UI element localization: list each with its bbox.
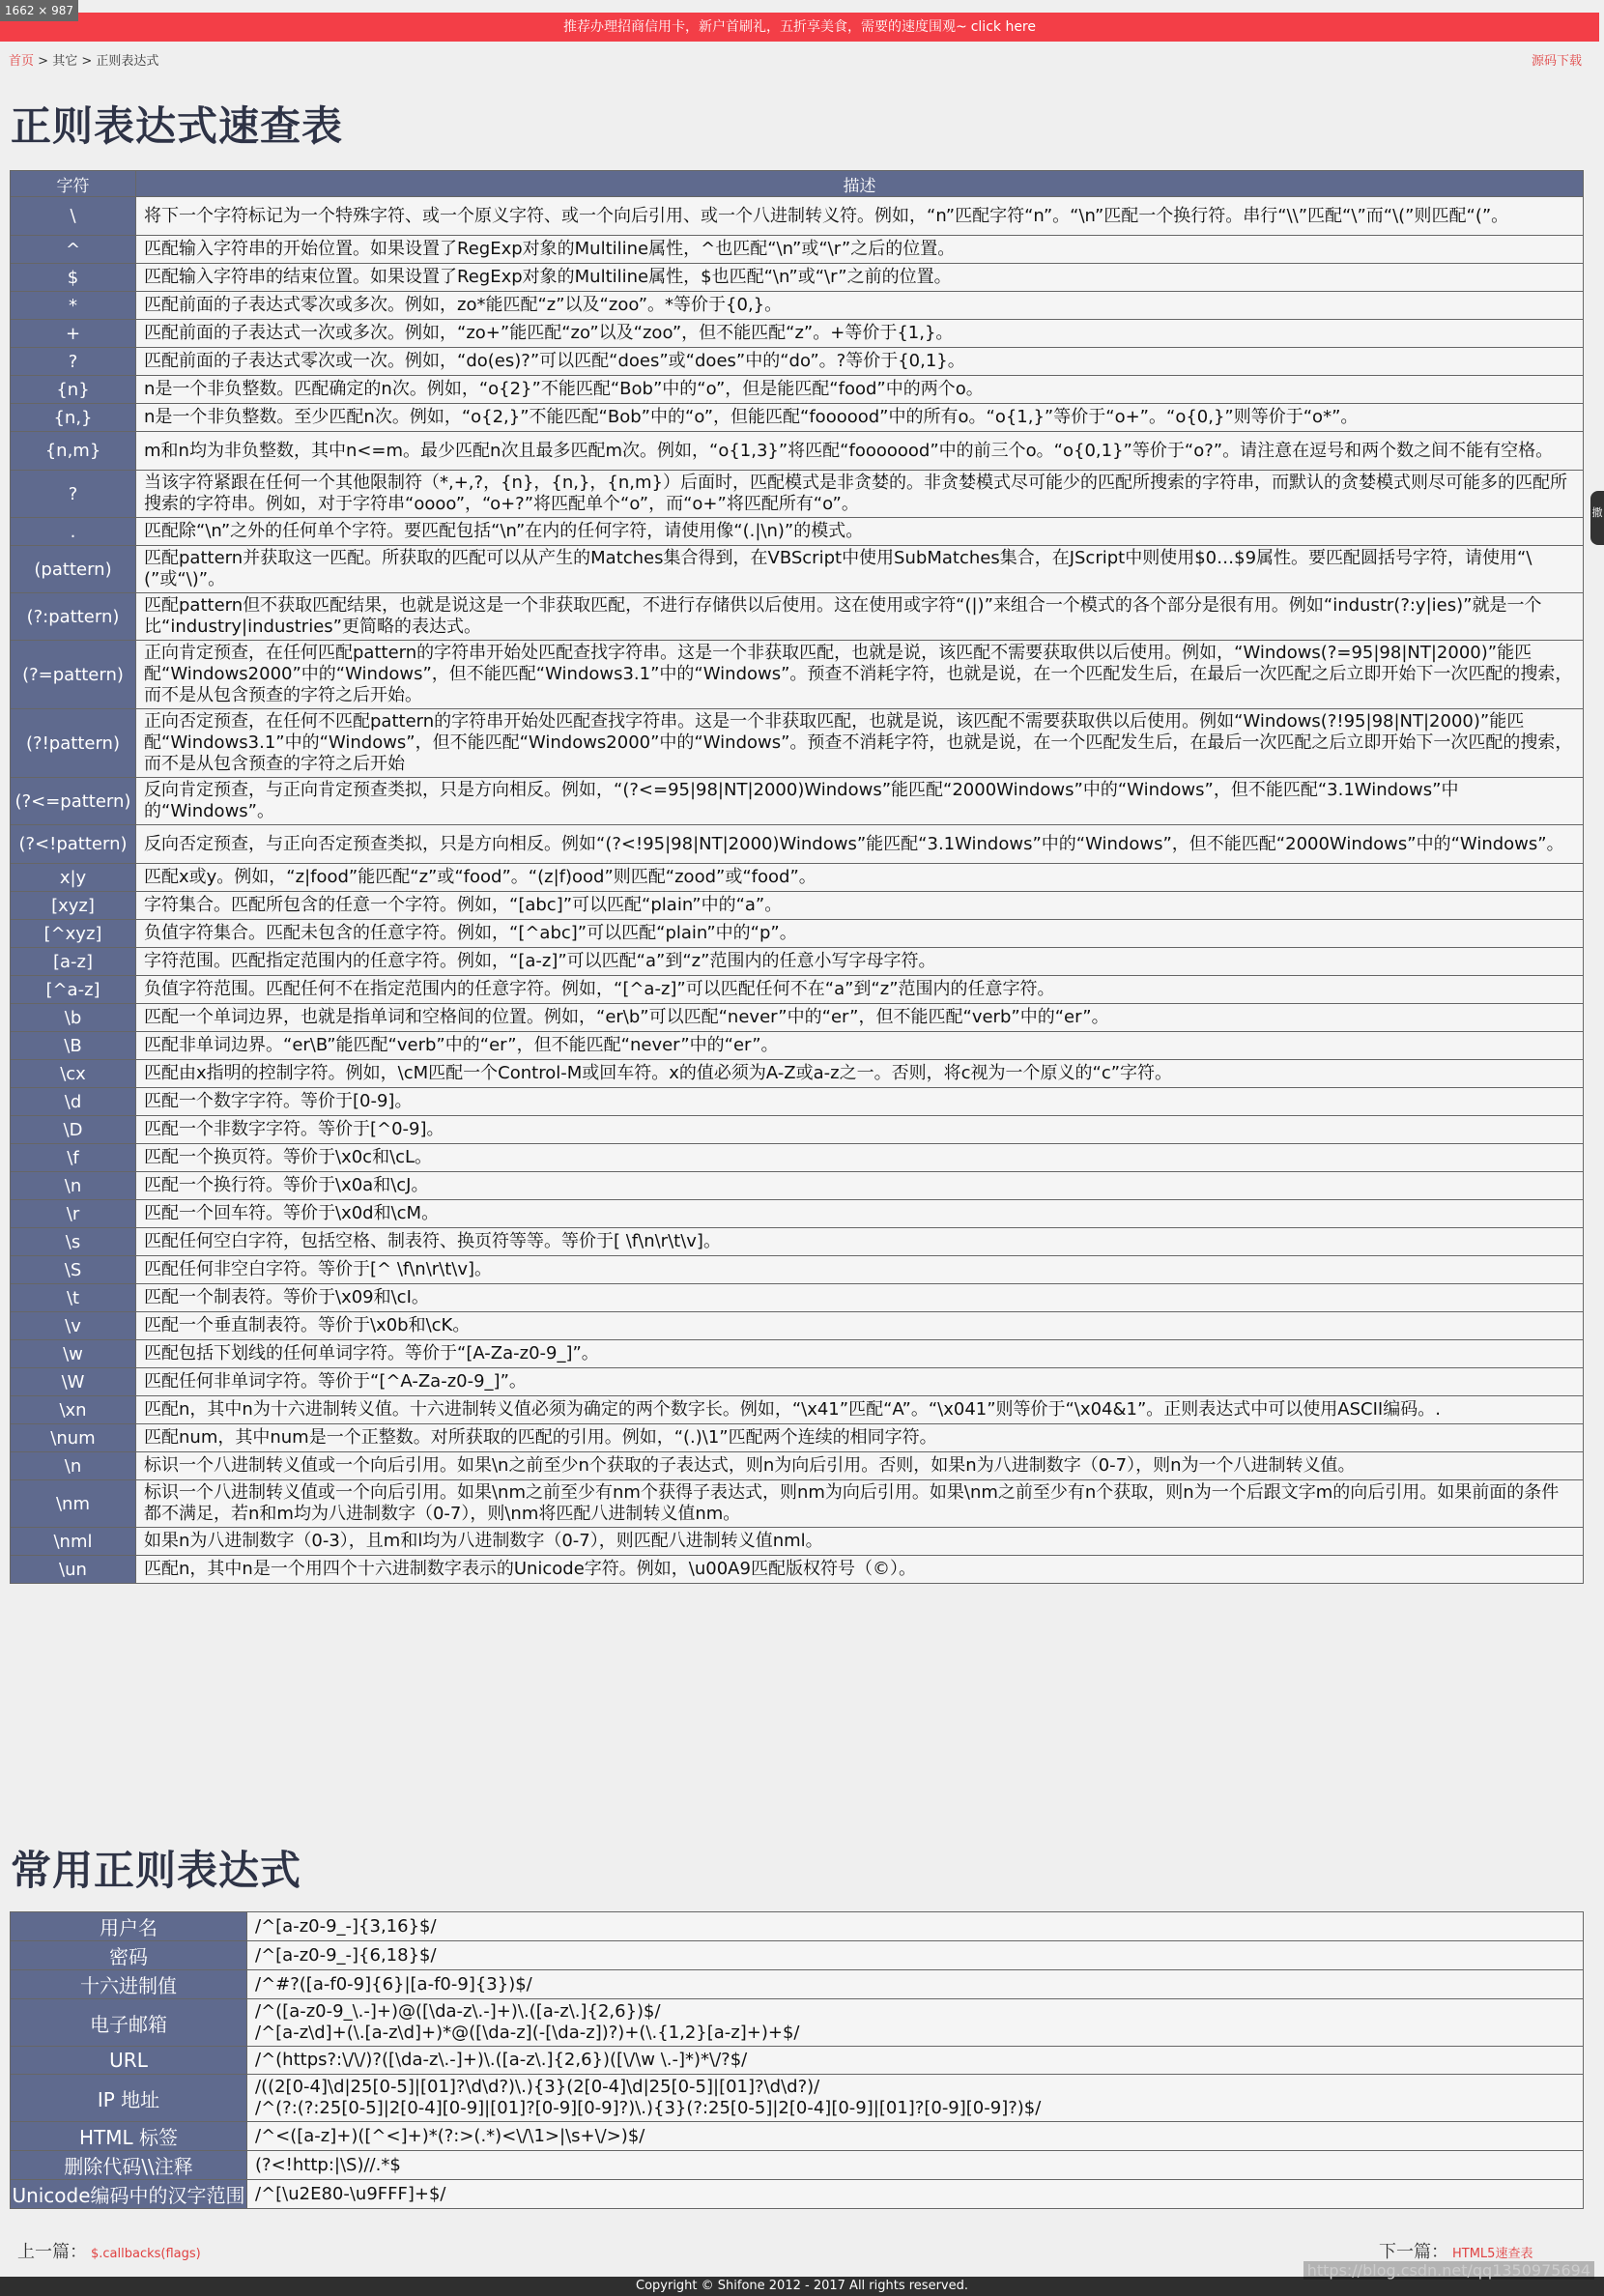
- regex-reference-table: [10, 170, 1584, 1584]
- table-row: [11, 593, 1584, 641]
- breadcrumb: [9, 50, 158, 69]
- row-description: 匹配除“\n”之外的任何单个字符。要匹配包括“\n”在内的任何字符，请使用像“(.|\n)”的模式。: [136, 518, 1584, 546]
- row-description: n是一个非负整数。至少匹配n次。例如，“o{2,}”不能匹配“Bob”中的“o”，但能匹配“foooood”中的所有o。“o{1,}”等价于“o+”。“o{0,}”则等价于“o*”。: [136, 404, 1584, 432]
- regex-pattern: /((2[0-4]\d|25[0-5]|[01]?\d\d?)\.){3}(2[0-4]\d|25[0-5]|[01]?\d\d?)/ /^(?:(?:25[0-5]|2[0-4][0-9]|[01]?[0-9][0-9]?)\.){3}(?:25[0-5]|2[0-4][0-9]|[01]?[0-9][0-9]?)$/: [247, 2075, 1584, 2122]
- row-description: 匹配包括下划线的任何单词字符。等价于“[A-Za-z0-9_]”。: [136, 1340, 1584, 1368]
- row-description: 匹配非单词边界。“er\B”能匹配“verb”中的“er”，但不能匹配“never”中的“er”。: [136, 1032, 1584, 1060]
- row-description: 正向否定预查，在任何不匹配pattern的字符串开始处匹配查找字符串。这是一个非获取匹配，也就是说，该匹配不需要获取供以后使用。例如“Windows(?!95|98|NT|2000)”能匹配“Windows3.1”中的“Windows”，但不能匹配“Windows2000”中的“Windows”。预查不消耗字符，也就是说，在一个匹配发生后，在最后一次匹配之后立即开始下一次匹配的搜索，而不是从包含预查的字符之后开始: [136, 709, 1584, 778]
- row-description: 匹配一个换页符。等价于\x0c和\cL。: [136, 1144, 1584, 1172]
- table-row: [11, 892, 1584, 920]
- row-description: 匹配num，其中num是一个正整数。对所获取的匹配的引用。例如，“(.)\1”匹配两个连续的相同字符。: [136, 1424, 1584, 1452]
- promo-link[interactable]: click here: [970, 19, 1036, 35]
- next-label: 下一篇：: [1379, 2242, 1448, 2262]
- regex-name: 密码: [11, 1941, 247, 1970]
- row-char: \d: [11, 1088, 136, 1116]
- row-char: \v: [11, 1312, 136, 1340]
- regex-name: HTML 标签: [11, 2122, 247, 2151]
- row-char: \nm: [11, 1480, 136, 1528]
- table-row: [11, 948, 1584, 976]
- row-description: 匹配n，其中n是一个用四个十六进制数字表示的Unicode字符。例如，\u00A9匹配版权符号（©）。: [136, 1556, 1584, 1584]
- row-description: m和n均为非负整数，其中n<=m。最少匹配n次且最多匹配m次。例如，“o{1,3}”将匹配“fooooood”中的前三个o。“o{0,1}”等价于“o?”。请注意在逗号和两个数之间不能有空格。: [136, 432, 1584, 471]
- row-description: 匹配n，其中n为十六进制转义值。十六进制转义值必须为确定的两个数字长。例如，“\x41”匹配“A”。“\x041”则等价于“\x04&1”。正则表达式中可以使用ASCII编码。.: [136, 1396, 1584, 1424]
- table-row: [11, 1144, 1584, 1172]
- breadcrumb-current: 正则表达式: [96, 54, 159, 69]
- regex-name: 用户名: [11, 1912, 247, 1941]
- row-char: {n,}: [11, 404, 136, 432]
- table-row: [11, 1941, 1584, 1970]
- table-row: [11, 1228, 1584, 1256]
- row-description: 匹配一个垂直制表符。等价于\x0b和\cK。: [136, 1312, 1584, 1340]
- row-char: {n}: [11, 376, 136, 404]
- row-char: +: [11, 320, 136, 348]
- row-char: \B: [11, 1032, 136, 1060]
- table-row: [11, 709, 1584, 778]
- row-description: 如果n为八进制数字（0-3），且m和l均为八进制数字（0-7），则匹配八进制转义值nml。: [136, 1528, 1584, 1556]
- footer: Copyright © Shifone 2012 - 2017 All rights reserved.: [0, 2277, 1604, 2296]
- breadcrumb-sep: >: [38, 54, 49, 69]
- row-char: ^: [11, 236, 136, 264]
- row-char: ?: [11, 348, 136, 376]
- row-char: (?<!pattern): [11, 825, 136, 864]
- row-description: 匹配输入字符串的结束位置。如果设置了RegExp对象的Multiline属性，$也匹配“\n”或“\r”之前的位置。: [136, 264, 1584, 292]
- row-description: 匹配pattern但不获取匹配结果，也就是说这是一个非获取匹配，不进行存储供以后使用。这在使用或字符“(|)”来组合一个模式的各个部分是很有用。例如“industr(?:y|ies)”就是一个比“industry|industries”更简略的表达式。: [136, 593, 1584, 641]
- table-row: [11, 432, 1584, 471]
- row-char: (?:pattern): [11, 593, 136, 641]
- row-char: \b: [11, 1004, 136, 1032]
- table-row: [11, 976, 1584, 1004]
- table-row: [11, 376, 1584, 404]
- row-description: 匹配前面的子表达式零次或多次。例如，zo*能匹配“z”以及“zoo”。*等价于{0,}。: [136, 292, 1584, 320]
- prev-article-link[interactable]: $.callbacks(flags): [91, 2247, 201, 2261]
- row-char: \w: [11, 1340, 136, 1368]
- row-char: \n: [11, 1172, 136, 1200]
- table-row: [11, 1480, 1584, 1528]
- table-row: [11, 1200, 1584, 1228]
- table-row: [11, 1340, 1584, 1368]
- row-description: 匹配任何非单词字符。等价于“[^A-Za-z0-9_]”。: [136, 1368, 1584, 1396]
- table-row: [11, 1528, 1584, 1556]
- row-description: 标识一个八进制转义值或一个向后引用。如果\nm之前至少有nm个获得子表达式，则nm为向后引用。如果\nm之前至少有n个获取，则n为一个后跟文字m的向后引用。如果前面的条件都不满足，若n和m均为八进制数字（0-7），则\nm将匹配八进制转义值nm。: [136, 1480, 1584, 1528]
- row-char: [a-z]: [11, 948, 136, 976]
- row-description: 将下一个字符标记为一个特殊字符、或一个原义字符、或一个向后引用、或一个八进制转义符。例如，“n”匹配字符“n”。“\n”匹配一个换行符。串行“\\”匹配“\”而“\(”则匹配“(”。: [136, 197, 1584, 236]
- page-title: 正则表达式速查表: [11, 102, 344, 150]
- table-row: [11, 1556, 1584, 1584]
- regex-pattern: /^<([a-z]+)([^<]+)*(?:>(.*)<\/\1>|\s+\/>)$/: [247, 2122, 1584, 2151]
- watermark: https://blog.csdn.net/qq1350975694: [1303, 2261, 1594, 2280]
- table-row: [11, 1284, 1584, 1312]
- row-char: \num: [11, 1424, 136, 1452]
- row-description: 匹配pattern并获取这一匹配。所获取的匹配可以从产生的Matches集合得到，在VBScript中使用SubMatches集合，在JScript中则使用$0…$9属性。要匹配圆括号字符，请使用“\(”或“\)”。: [136, 546, 1584, 593]
- row-char: [^xyz]: [11, 920, 136, 948]
- row-description: 匹配一个非数字字符。等价于[^0-9]。: [136, 1116, 1584, 1144]
- column-header-desc: 描述: [136, 171, 1584, 197]
- table-header-row: [11, 171, 1584, 197]
- breadcrumb-home[interactable]: 首页: [9, 54, 35, 69]
- promo-text: 推荐办理招商信用卡，新户首刷礼，五折享美食，需要的速度围观~: [562, 19, 967, 35]
- prev-label: 上一篇：: [17, 2242, 87, 2262]
- regex-pattern: /^[\u2E80-\u9FFF]+$/: [247, 2180, 1584, 2209]
- row-description: 反向否定预查，与正向否定预查类拟，只是方向相反。例如“(?<!95|98|NT|2000)Windows”能匹配“3.1Windows”中的“Windows”，但不能匹配“2000Windows”中的“Windows”。: [136, 825, 1584, 864]
- regex-pattern: (?<!http:|\S)//.*$: [247, 2151, 1584, 2180]
- table-row: [11, 1452, 1584, 1480]
- row-description: 匹配任何非空白字符。等价于[^ \f\n\r\t\v]。: [136, 1256, 1584, 1284]
- table-row: [11, 1256, 1584, 1284]
- regex-pattern: /^[a-z0-9_-]{3,16}$/: [247, 1912, 1584, 1941]
- row-description: 匹配由x指明的控制字符。例如，\cM匹配一个Control-M或回车符。x的值必须为A-Z或a-z之一。否则，将c视为一个原义的“c”字符。: [136, 1060, 1584, 1088]
- row-char: [xyz]: [11, 892, 136, 920]
- row-description: 匹配前面的子表达式零次或一次。例如，“do(es)?”可以匹配“does”或“does”中的“do”。?等价于{0,1}。: [136, 348, 1584, 376]
- table-row: [11, 292, 1584, 320]
- row-description: n是一个非负整数。匹配确定的n次。例如，“o{2}”不能匹配“Bob”中的“o”，但是能匹配“food”中的两个o。: [136, 376, 1584, 404]
- table-row: [11, 1004, 1584, 1032]
- table-row: [11, 1368, 1584, 1396]
- row-description: 正向肯定预查，在任何匹配pattern的字符串开始处匹配查找字符串。这是一个非获取匹配，也就是说，该匹配不需要获取供以后使用。例如，“Windows(?=95|98|NT|2000)”能匹配“Windows2000”中的“Windows”，但不能匹配“Windows3.1”中的“Windows”。预查不消耗字符，也就是说，在一个匹配发生后，在最后一次匹配之后立即开始下一次匹配的搜索，而不是从包含预查的字符之后开始。: [136, 641, 1584, 709]
- table-row: [11, 348, 1584, 376]
- table-row: [11, 1088, 1584, 1116]
- table-row: [11, 404, 1584, 432]
- row-char: ?: [11, 471, 136, 518]
- row-char: (pattern): [11, 546, 136, 593]
- row-description: 匹配任何空白字符，包括空格、制表符、换页符等等。等价于[ \f\n\r\t\v]。: [136, 1228, 1584, 1256]
- row-char: \xn: [11, 1396, 136, 1424]
- row-description: 反向肯定预查，与正向肯定预查类拟，只是方向相反。例如，“(?<=95|98|NT|2000)Windows”能匹配“2000Windows”中的“Windows”，但不能匹配“3.1Windows”中的“Windows”。: [136, 778, 1584, 825]
- column-header-char: 字符: [11, 171, 136, 197]
- row-description: 匹配一个制表符。等价于\x09和\cI。: [136, 1284, 1584, 1312]
- row-char: \nml: [11, 1528, 136, 1556]
- regex-pattern: /^[a-z0-9_-]{6,18}$/: [247, 1941, 1584, 1970]
- row-char: *: [11, 292, 136, 320]
- row-char: \D: [11, 1116, 136, 1144]
- row-char: \S: [11, 1256, 136, 1284]
- regex-name: Unicode编码中的汉字范围: [11, 2180, 247, 2209]
- table-row: [11, 1424, 1584, 1452]
- next-article-link[interactable]: HTML5速查表: [1452, 2247, 1533, 2261]
- row-description: 字符集合。匹配所包含的任意一个字符。例如，“[abc]”可以匹配“plain”中的“a”。: [136, 892, 1584, 920]
- table-row: [11, 1172, 1584, 1200]
- promo-banner[interactable]: [0, 13, 1599, 42]
- row-char: (?!pattern): [11, 709, 136, 778]
- table-row: [11, 2180, 1584, 2209]
- prev-article[interactable]: [17, 2238, 201, 2263]
- table-row: [11, 2151, 1584, 2180]
- table-row: [11, 778, 1584, 825]
- section-title-common: 常用正则表达式: [11, 1847, 302, 1894]
- table-row: [11, 1032, 1584, 1060]
- regex-name: 删除代码\\注释: [11, 2151, 247, 2180]
- row-description: 标识一个八进制转义值或一个向后引用。如果\n之前至少n个获取的子表达式，则n为向后引用。否则，如果n为八进制数字（0-7），则n为一个八进制转义值。: [136, 1452, 1584, 1480]
- table-row: [11, 1116, 1584, 1144]
- row-char: \cx: [11, 1060, 136, 1088]
- row-char: (?=pattern): [11, 641, 136, 709]
- row-description: 负值字符范围。匹配任何不在指定范围内的任意字符。例如，“[^a-z]”可以匹配任何不在“a”到“z”范围内的任意字符。: [136, 976, 1584, 1004]
- row-description: 匹配一个数字字符。等价于[0-9]。: [136, 1088, 1584, 1116]
- row-description: 匹配输入字符串的开始位置。如果设置了RegExp对象的Multiline属性，^也匹配“\n”或“\r”之后的位置。: [136, 236, 1584, 264]
- row-char: \n: [11, 1452, 136, 1480]
- row-description: 匹配一个回车符。等价于\x0d和\cM。: [136, 1200, 1584, 1228]
- table-row: [11, 264, 1584, 292]
- side-tab[interactable]: 撒: [1590, 491, 1604, 545]
- table-row: [11, 471, 1584, 518]
- regex-pattern: /^#?([a-f0-9]{6}|[a-f0-9]{3})$/: [247, 1970, 1584, 1999]
- regex-pattern: /^([a-z0-9_\.-]+)@([\da-z\.-]+)\.([a-z\.]{2,6})$/ /^[a-z\d]+(\.[a-z\d]+)*@([\da-z](-[\da-z])?)+(\.{1,2}[a-z]+)+$/: [247, 1999, 1584, 2047]
- row-char: [^a-z]: [11, 976, 136, 1004]
- regex-name: URL: [11, 2047, 247, 2075]
- row-char: x|y: [11, 864, 136, 892]
- table-row: [11, 1999, 1584, 2047]
- row-description: 匹配一个换行符。等价于\x0a和\cJ。: [136, 1172, 1584, 1200]
- table-row: [11, 920, 1584, 948]
- row-char: \f: [11, 1144, 136, 1172]
- table-row: [11, 864, 1584, 892]
- row-char: {n,m}: [11, 432, 136, 471]
- table-row: [11, 1312, 1584, 1340]
- row-char: (?<=pattern): [11, 778, 136, 825]
- regex-name: IP 地址: [11, 2075, 247, 2122]
- row-description: 字符范围。匹配指定范围内的任意字符。例如，“[a-z]”可以匹配“a”到“z”范围内的任意小写字母字符。: [136, 948, 1584, 976]
- row-char: \W: [11, 1368, 136, 1396]
- row-char: \s: [11, 1228, 136, 1256]
- table-row: [11, 1912, 1584, 1941]
- row-description: 匹配前面的子表达式一次或多次。例如，“zo+”能匹配“zo”以及“zoo”，但不能匹配“z”。+等价于{1,}。: [136, 320, 1584, 348]
- row-char: \t: [11, 1284, 136, 1312]
- row-description: 当该字符紧跟在任何一个其他限制符（*,+,?，{n}，{n,}，{n,m}）后面时，匹配模式是非贪婪的。非贪婪模式尽可能少的匹配所搜索的字符串，而默认的贪婪模式则尽可能多的匹配所搜索的字符串。例如，对于字符串“oooo”，“o+?”将匹配单个“o”，而“o+”将匹配所有“o”。: [136, 471, 1584, 518]
- common-regex-table: [10, 1911, 1584, 2209]
- row-char: \: [11, 197, 136, 236]
- table-row: [11, 1396, 1584, 1424]
- dimension-label: 1662 × 987: [0, 0, 78, 21]
- table-row: [11, 2122, 1584, 2151]
- row-description: 负值字符集合。匹配未包含的任意字符。例如，“[^abc]”可以匹配“plain”中的“p”。: [136, 920, 1584, 948]
- table-row: [11, 641, 1584, 709]
- table-row: [11, 236, 1584, 264]
- next-article[interactable]: [1379, 2238, 1532, 2263]
- table-row: [11, 1060, 1584, 1088]
- source-download-link[interactable]: 源码下载: [1531, 54, 1582, 69]
- row-char: \r: [11, 1200, 136, 1228]
- breadcrumb-other[interactable]: 其它: [52, 54, 78, 69]
- table-row: [11, 1970, 1584, 1999]
- table-row: [11, 2075, 1584, 2122]
- table-row: [11, 546, 1584, 593]
- regex-pattern: /^(https?:\/\/)?([\da-z\.-]+)\.([a-z\.]{2,6})([\/\w \.-]*)*\/?$/: [247, 2047, 1584, 2075]
- row-description: 匹配x或y。例如，“z|food”能匹配“z”或“food”。“(z|f)ood”则匹配“zood”或“food”。: [136, 864, 1584, 892]
- table-row: [11, 320, 1584, 348]
- table-row: [11, 2047, 1584, 2075]
- table-row: [11, 825, 1584, 864]
- row-char: $: [11, 264, 136, 292]
- breadcrumb-sep: >: [81, 54, 93, 69]
- row-char: .: [11, 518, 136, 546]
- table-row: [11, 518, 1584, 546]
- table-row: [11, 197, 1584, 236]
- regex-name: 电子邮箱: [11, 1999, 247, 2047]
- row-char: \un: [11, 1556, 136, 1584]
- regex-name: 十六进制值: [11, 1970, 247, 1999]
- row-description: 匹配一个单词边界，也就是指单词和空格间的位置。例如，“er\b”可以匹配“never”中的“er”，但不能匹配“verb”中的“er”。: [136, 1004, 1584, 1032]
